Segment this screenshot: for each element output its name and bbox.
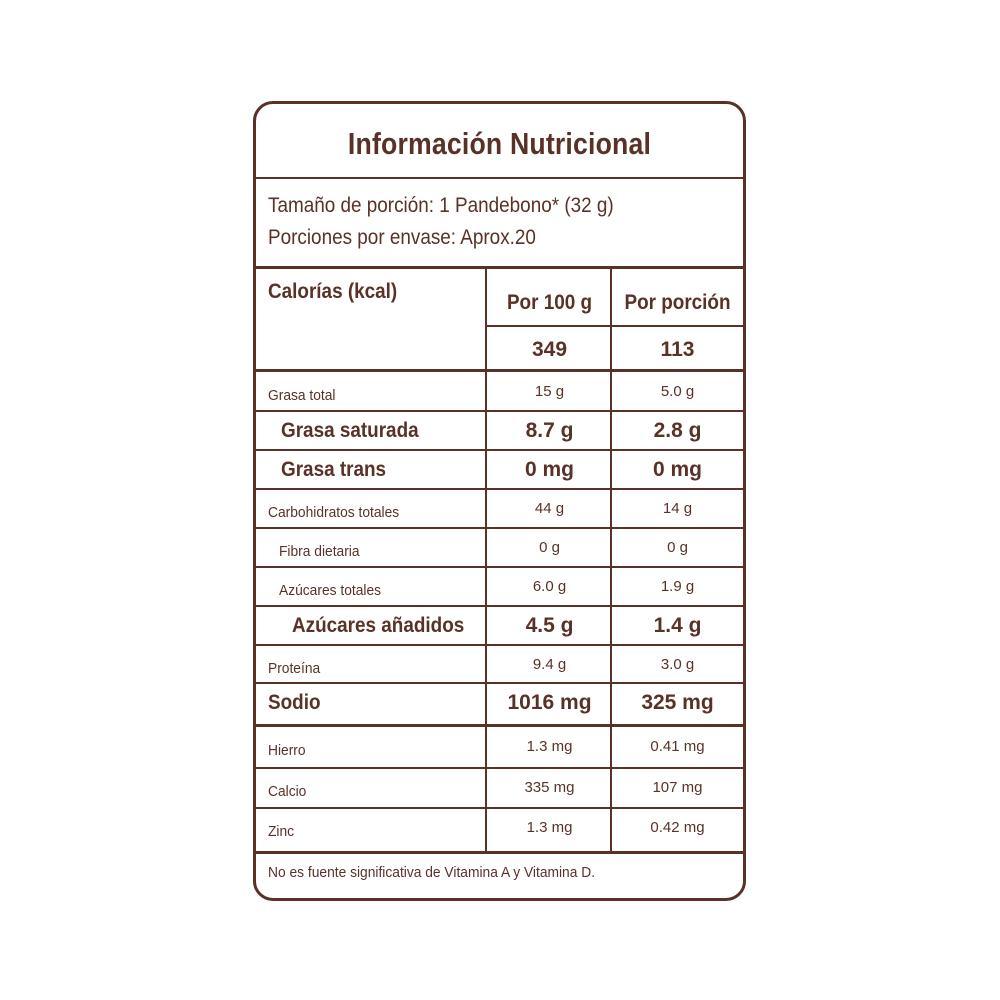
value-per-serving: 0 g bbox=[667, 539, 688, 556]
value-per-100g: 0 mg bbox=[524, 458, 574, 481]
value-per-100g: 335 mg bbox=[524, 779, 575, 796]
column-separator bbox=[485, 268, 487, 852]
nutrient-name: Carbohidratos totales bbox=[268, 504, 400, 521]
row-divider bbox=[256, 449, 743, 451]
nutrient-name: Proteína bbox=[268, 660, 321, 677]
calories-per-serving: 113 bbox=[660, 338, 695, 361]
row-divider bbox=[256, 682, 743, 684]
row-divider bbox=[256, 527, 743, 529]
nutrient-name: Zinc bbox=[268, 823, 295, 840]
value-per-serving: 3.0 g bbox=[660, 656, 695, 673]
nutrition-facts-label bbox=[253, 101, 746, 901]
value-per-serving: 0 mg bbox=[652, 458, 702, 481]
nutrient-name: Azúcares totales bbox=[279, 582, 382, 599]
nutrient-name: Hierro bbox=[268, 742, 306, 759]
value-per-100g: 4.5 g bbox=[525, 614, 574, 637]
column-header-per-serving: Por porción bbox=[624, 291, 731, 314]
value-per-serving: 0.42 mg bbox=[650, 819, 705, 836]
row-divider bbox=[256, 605, 743, 607]
value-per-100g: 0 g bbox=[539, 539, 560, 556]
row-divider bbox=[256, 644, 743, 646]
column-separator bbox=[610, 268, 612, 852]
divider bbox=[256, 177, 743, 179]
divider bbox=[256, 369, 743, 372]
divider bbox=[256, 851, 743, 854]
value-per-100g: 8.7 g bbox=[525, 419, 574, 442]
footnote: No es fuente significativa de Vitamina A y Vitamina D. bbox=[268, 864, 596, 881]
nutrient-name: Grasa total bbox=[268, 387, 336, 404]
row-divider bbox=[256, 767, 743, 769]
value-per-100g: 44 g bbox=[534, 500, 565, 517]
value-per-100g: 9.4 g bbox=[532, 656, 567, 673]
divider bbox=[256, 266, 743, 269]
value-per-100g: 6.0 g bbox=[532, 578, 567, 595]
value-per-serving: 5.0 g bbox=[660, 383, 695, 400]
row-divider bbox=[256, 566, 743, 568]
nutrient-name: Azúcares añadidos bbox=[292, 614, 465, 637]
nutrient-name: Grasa trans bbox=[281, 458, 387, 481]
value-per-100g: 1.3 mg bbox=[526, 738, 573, 755]
nutrient-name: Sodio bbox=[268, 691, 321, 714]
column-header-per-100g: Por 100 g bbox=[506, 291, 593, 314]
calories-per-100g: 349 bbox=[531, 338, 568, 361]
nutrient-name: Calcio bbox=[268, 783, 307, 800]
value-per-serving: 0.41 mg bbox=[650, 738, 705, 755]
nutrient-name: Fibra dietaria bbox=[279, 543, 360, 560]
value-per-serving: 1.4 g bbox=[653, 614, 702, 637]
value-per-serving: 14 g bbox=[662, 500, 693, 517]
row-divider bbox=[256, 410, 743, 412]
value-per-serving: 107 mg bbox=[652, 779, 703, 796]
row-divider bbox=[256, 807, 743, 809]
divider bbox=[256, 724, 743, 727]
nutrient-name: Grasa saturada bbox=[281, 419, 419, 442]
value-per-serving: 1.9 g bbox=[660, 578, 695, 595]
value-per-100g: 1.3 mg bbox=[526, 819, 573, 836]
value-per-100g: 15 g bbox=[534, 383, 565, 400]
value-per-serving: 325 mg bbox=[641, 691, 714, 714]
divider bbox=[485, 325, 743, 327]
label-title: Información Nutricional bbox=[347, 126, 652, 161]
value-per-100g: 1016 mg bbox=[507, 691, 592, 714]
servings-per-container: Porciones por envase: Aprox.20 bbox=[268, 226, 536, 249]
value-per-serving: 2.8 g bbox=[653, 419, 702, 442]
calories-label: Calorías (kcal) bbox=[268, 280, 398, 303]
row-divider bbox=[256, 488, 743, 490]
serving-size: Tamaño de porción: 1 Pandebono* (32 g) bbox=[268, 194, 614, 217]
